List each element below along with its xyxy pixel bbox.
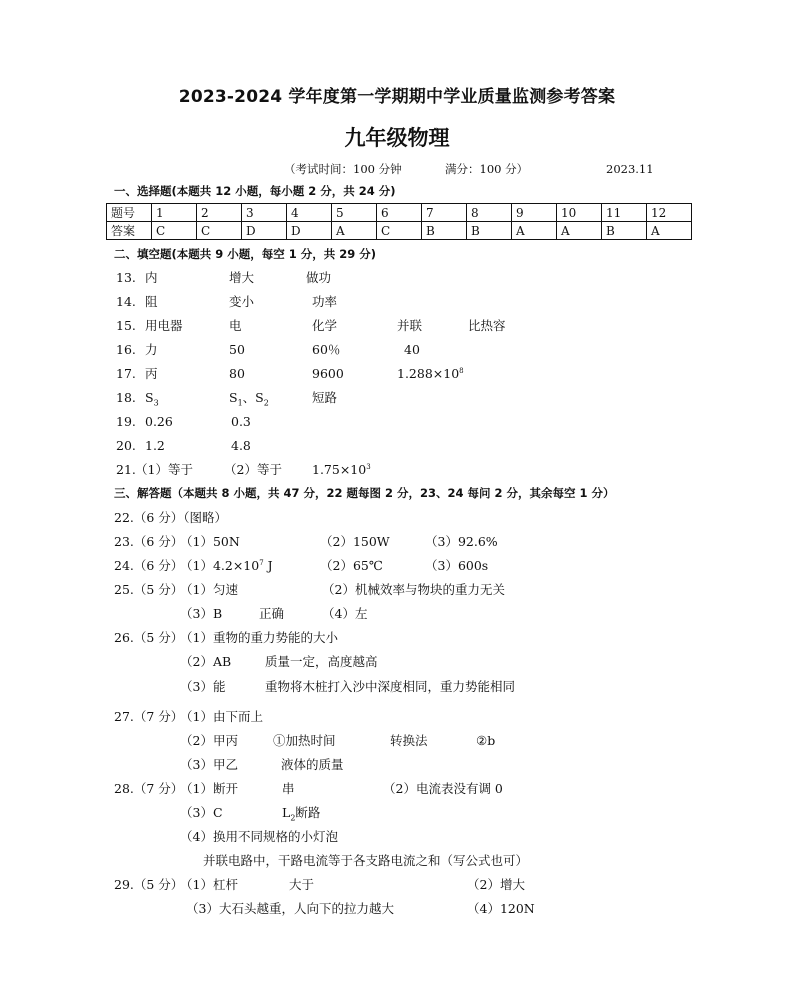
- answer-text: 串: [282, 781, 295, 796]
- answer-text: （3）能: [180, 679, 226, 694]
- question-number-cell: 8: [467, 204, 512, 222]
- answer-text: 40: [404, 342, 420, 357]
- answer-text: 大于: [289, 877, 315, 892]
- section-2-heading: 二、填空题(本题共 9 小题，每空 1 分，共 29 分): [114, 247, 377, 261]
- page-subtitle: 九年级物理: [344, 126, 450, 150]
- answer-text: （1）杠杆: [180, 877, 238, 892]
- answer-cell: C: [152, 222, 197, 240]
- answer-text: （2）65℃: [320, 558, 383, 573]
- answer-text: 并联电路中，干路电流等于各支路电流之和（写公式也可）: [203, 853, 529, 868]
- question-number-cell: 4: [287, 204, 332, 222]
- answer-text: 比热容: [468, 318, 506, 333]
- answer-text: （3）甲乙: [180, 757, 238, 772]
- answer-cell: C: [197, 222, 242, 240]
- answer-cell: D: [242, 222, 287, 240]
- answer-text: （2）甲丙: [180, 733, 238, 748]
- answer-cell: B: [467, 222, 512, 240]
- section-3-heading: 三、解答题（本题共 8 小题，共 47 分，22 题每图 2 分，23、24 每问 2 分，其余每空 1 分）: [114, 486, 615, 500]
- answer-text: （2）150W: [320, 534, 390, 549]
- answer-text: $1.288\times 10^8$: [397, 366, 464, 382]
- answer-cell: A: [332, 222, 377, 240]
- answer-text: 重物将木桩打入沙中深度相同，重力势能相同: [265, 679, 516, 694]
- answer-text: 质量一定，高度越高: [265, 654, 378, 669]
- answer-text: （3）92.6%: [425, 534, 498, 549]
- table-row-label: 题号: [107, 204, 152, 222]
- question-number: 28.（7 分）: [114, 781, 184, 796]
- answer-table: [106, 203, 692, 240]
- answer-text: （1）断开: [180, 781, 238, 796]
- answer-text: （2）电流表没有调 0: [383, 781, 503, 796]
- question-number: 25.（5 分）: [114, 582, 184, 597]
- exam-time-limit: （考试时间：100 分钟: [284, 162, 402, 176]
- answer-text: 0.26: [145, 414, 173, 429]
- answer-cell: A: [557, 222, 602, 240]
- answer-text: （3）大石头越重，人向下的拉力越大: [186, 901, 394, 916]
- question-number: 15.: [116, 318, 136, 333]
- answer-text: 0.3: [231, 414, 251, 429]
- answer-text: 增大: [229, 270, 255, 285]
- answer-text: 4.8: [231, 438, 251, 453]
- question-number: 16.: [116, 342, 136, 357]
- answer-text: $S_3$: [145, 390, 159, 408]
- question-number-cell: 12: [647, 204, 692, 222]
- table-row-label: 答案: [107, 222, 152, 240]
- question-number: 26.（5 分）: [114, 630, 184, 645]
- answer-text: 正确: [259, 606, 285, 621]
- question-number-cell: 7: [422, 204, 467, 222]
- answer-text: 电: [229, 318, 242, 333]
- answer-text: （2）机械效率与物块的重力无关: [322, 582, 505, 597]
- answer-text: $L_2$断路: [282, 805, 321, 823]
- answer-text: 50: [229, 342, 245, 357]
- question-22: 22.（6 分）（图略）: [114, 510, 228, 525]
- page-title: 2023-2024 学年度第一学期期中学业质量监测参考答案: [178, 87, 616, 107]
- answer-cell: B: [422, 222, 467, 240]
- answer-text: 液体的质量: [281, 757, 344, 772]
- answer-cell: C: [377, 222, 422, 240]
- answer-cell: A: [647, 222, 692, 240]
- answer-text: 9600: [312, 366, 344, 381]
- answer-text: $1.75\times 10^3$: [312, 462, 371, 478]
- question-number: 29.（5 分）: [114, 877, 184, 892]
- answer-cell: D: [287, 222, 332, 240]
- question-number: 18.: [116, 390, 136, 405]
- answer-text: $(1)4.2\times 10^7$ J: [180, 558, 273, 574]
- question-number: 19.: [116, 414, 136, 429]
- question-number-cell: 11: [602, 204, 647, 222]
- answer-text: 用电器: [145, 318, 183, 333]
- exam-full-score: 满分：100 分）: [445, 162, 529, 176]
- answer-table-answer-row: [107, 222, 692, 240]
- answer-text: （1）50N: [180, 534, 240, 549]
- answer-text: 80: [229, 366, 245, 381]
- question-number-cell: 3: [242, 204, 287, 222]
- question-number-cell: 5: [332, 204, 377, 222]
- answer-text: 功率: [312, 294, 338, 309]
- section-1-heading: 一、选择题(本题共 12 小题，每小题 2 分，共 24 分): [114, 184, 396, 198]
- exam-date: 2023.11: [606, 162, 654, 176]
- answer-table-number-row: [107, 204, 692, 222]
- question-number: 23.（6 分）: [114, 534, 184, 549]
- answer-text: 阻: [145, 294, 158, 309]
- answer-text: （1）由下而上: [180, 709, 263, 724]
- answer-text: （2）AB: [180, 654, 232, 669]
- answer-text: （3）B: [180, 606, 223, 621]
- answer-text: 化学: [312, 318, 338, 333]
- answer-text: $S_1$、$S_2$: [229, 390, 269, 408]
- answer-cell: B: [602, 222, 647, 240]
- answer-text: 短路: [312, 390, 338, 405]
- answer-text: ②b: [476, 733, 496, 748]
- answer-text: 丙: [145, 366, 158, 381]
- answer-text: 并联: [397, 318, 423, 333]
- answer-text: （1）重物的重力势能的大小: [180, 630, 338, 645]
- question-number: 17.: [116, 366, 136, 381]
- answer-text: 60％: [312, 342, 341, 357]
- answer-text: （2）增大: [467, 877, 525, 892]
- answer-text: 转换法: [390, 733, 428, 748]
- question-number: 21.: [116, 462, 136, 477]
- answer-text: 变小: [229, 294, 255, 309]
- question-number-cell: 9: [512, 204, 557, 222]
- answer-text: （1）等于: [135, 462, 193, 477]
- answer-text: 做功: [306, 270, 332, 285]
- answer-text: 内: [145, 270, 158, 285]
- answer-text: （4）换用不同规格的小灯泡: [180, 829, 338, 844]
- question-number-cell: 10: [557, 204, 602, 222]
- question-number: 27.（7 分）: [114, 709, 184, 724]
- question-number: 20.: [116, 438, 136, 453]
- answer-text: （2）等于: [224, 462, 282, 477]
- answer-text: （4）120N: [467, 901, 535, 916]
- answer-text: （3）600s: [425, 558, 489, 573]
- answer-text: ①加热时间: [273, 733, 336, 748]
- question-number: 14.: [116, 294, 136, 309]
- question-number: 13.: [116, 270, 136, 285]
- question-number: 24.（6 分）: [114, 558, 184, 573]
- question-number-cell: 6: [377, 204, 422, 222]
- answer-text: 力: [145, 342, 158, 357]
- answer-text: （3）C: [180, 805, 223, 820]
- answer-cell: A: [512, 222, 557, 240]
- question-number-cell: 2: [197, 204, 242, 222]
- answer-text: （4）左: [322, 606, 368, 621]
- question-number-cell: 1: [152, 204, 197, 222]
- answer-text: （1）匀速: [180, 582, 238, 597]
- answer-text: 1.2: [145, 438, 165, 453]
